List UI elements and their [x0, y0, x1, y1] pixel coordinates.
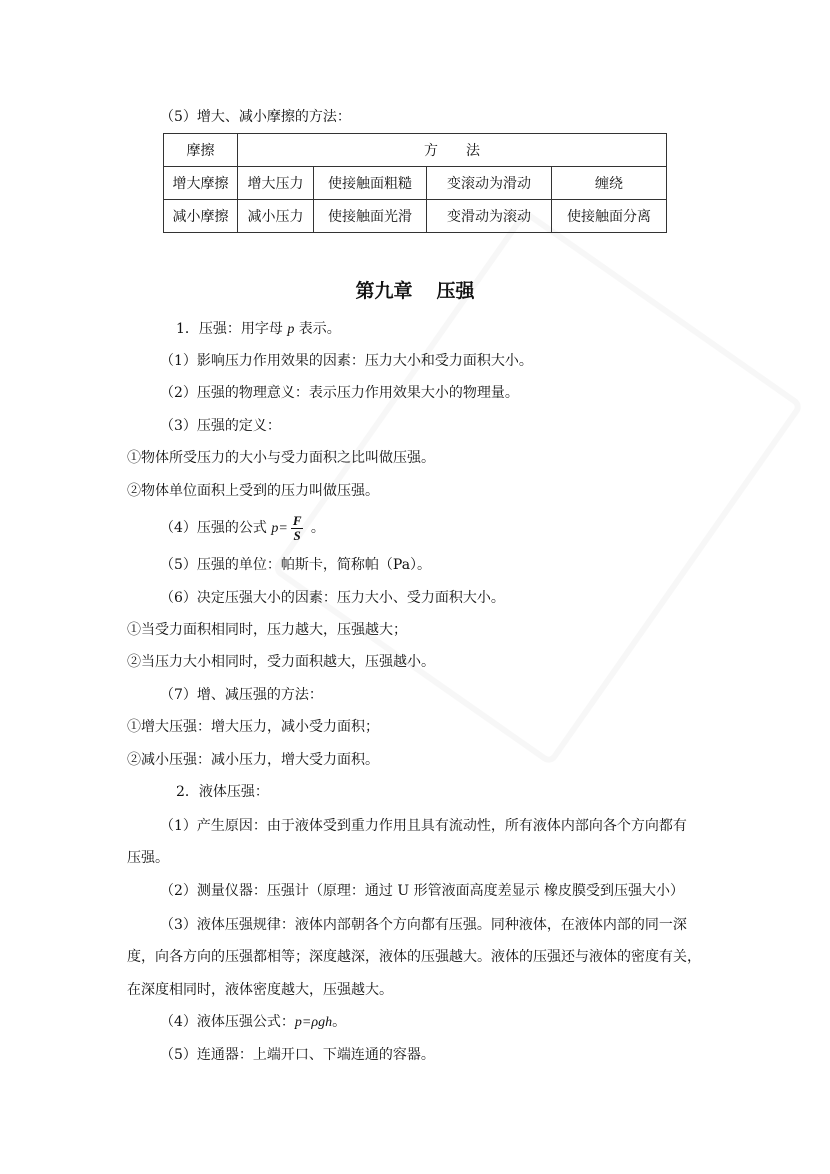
friction-heading: （5）增大、减小摩擦的方法： [160, 109, 351, 125]
paragraph: （2）压强的物理意义：表示压力作用效果大小的物理量。 [160, 385, 519, 401]
table-cell: 使接触面光滑 [314, 200, 427, 233]
section-2-heading: 2．液体压强： [176, 784, 269, 800]
text-span: 。 [306, 520, 325, 536]
paragraph: ①当受力面积相同时，压力越大，压强越大； [127, 622, 407, 638]
text-span: （4）液体压强公式： [160, 1014, 295, 1030]
table-row [164, 167, 667, 200]
table-cell: 变滑动为滚动 [427, 200, 552, 233]
paragraph: （1）产生原因：由于液体受到重力作用且具有流动性，所有液体内部向各个方向都有 [160, 818, 687, 834]
table-cell: 变滚动为滑动 [427, 167, 552, 200]
paragraph: （3）液体压强规律：液体内部朝各个方向都有压强。同种液体，在液体内部的同一深 [160, 917, 687, 933]
paragraph: （2）测量仪器：压强计（原理：通过 U 形管液面高度差显示 橡皮膜受到压强大小） [160, 883, 685, 899]
paragraph: （1）影响压力作用效果的因素：压力大小和受力面积大小。 [160, 353, 533, 369]
table-row [164, 200, 667, 233]
liquid-pressure-formula-line [160, 1012, 346, 1033]
table-cell: 使接触面粗糙 [314, 167, 427, 200]
paragraph: ①物体所受压力的大小与受力面积之比叫做压强。 [127, 450, 435, 466]
fraction [291, 514, 304, 543]
paragraph: ②物体单位面积上受到的压力叫做压强。 [127, 483, 379, 499]
formula-var: p= [271, 521, 288, 536]
paragraph: （3）压强的定义： [160, 418, 281, 434]
text-span: （4）压强的公式 [160, 520, 272, 536]
fraction-denominator: S [293, 527, 301, 543]
paragraph: ②当压力大小相同时，受力面积越大，压强越小。 [127, 654, 435, 670]
paragraph: ②减小压强：减小压力，增大受力面积。 [127, 752, 379, 768]
header-cell-methods: 方 法 [238, 134, 667, 167]
friction-methods-table [163, 133, 667, 233]
text-span: 1．压强：用字母 [176, 321, 288, 337]
paragraph: （7）增、减压强的方法： [160, 687, 323, 703]
table-cell: 增大压力 [238, 167, 314, 200]
header-cell-friction: 摩擦 [164, 134, 238, 167]
table-header-row [164, 134, 667, 167]
text-span: 。 [332, 1014, 347, 1030]
chapter-number: 第九章 [355, 280, 413, 302]
paragraph: 压强。 [127, 850, 169, 866]
table-cell: 使接触面分离 [552, 200, 667, 233]
paragraph: （5）连通器：上端开口、下端连通的容器。 [160, 1047, 435, 1063]
table-cell: 减小压力 [238, 200, 314, 233]
chapter-title [0, 276, 830, 303]
table-cell: 减小摩擦 [164, 200, 238, 233]
table-cell: 增大摩擦 [164, 167, 238, 200]
text-span: 表示。 [294, 321, 341, 337]
section-1-heading [176, 319, 341, 340]
pressure-formula-line [160, 512, 325, 545]
paragraph: 在深度相同时，液体密度越大，压强越大。 [127, 982, 393, 998]
formula: p=ρgh [294, 1015, 333, 1030]
table-cell: 缠绕 [552, 167, 667, 200]
paragraph: 度，向各方向的压强都相等；深度越深，液体的压强越大。液体的压强还与液体的密度有关， [127, 949, 701, 965]
fraction-numerator: F [292, 512, 302, 528]
paragraph: （5）压强的单位：帕斯卡，简称帕（Pa）。 [160, 557, 432, 573]
paragraph: （6）决定压强大小的因素：压力大小、受力面积大小。 [160, 590, 505, 606]
chapter-name: 压强 [436, 280, 475, 302]
variable-p: p [287, 322, 295, 337]
paragraph: ①增大压强：增大压力，减小受力面积； [127, 719, 379, 735]
